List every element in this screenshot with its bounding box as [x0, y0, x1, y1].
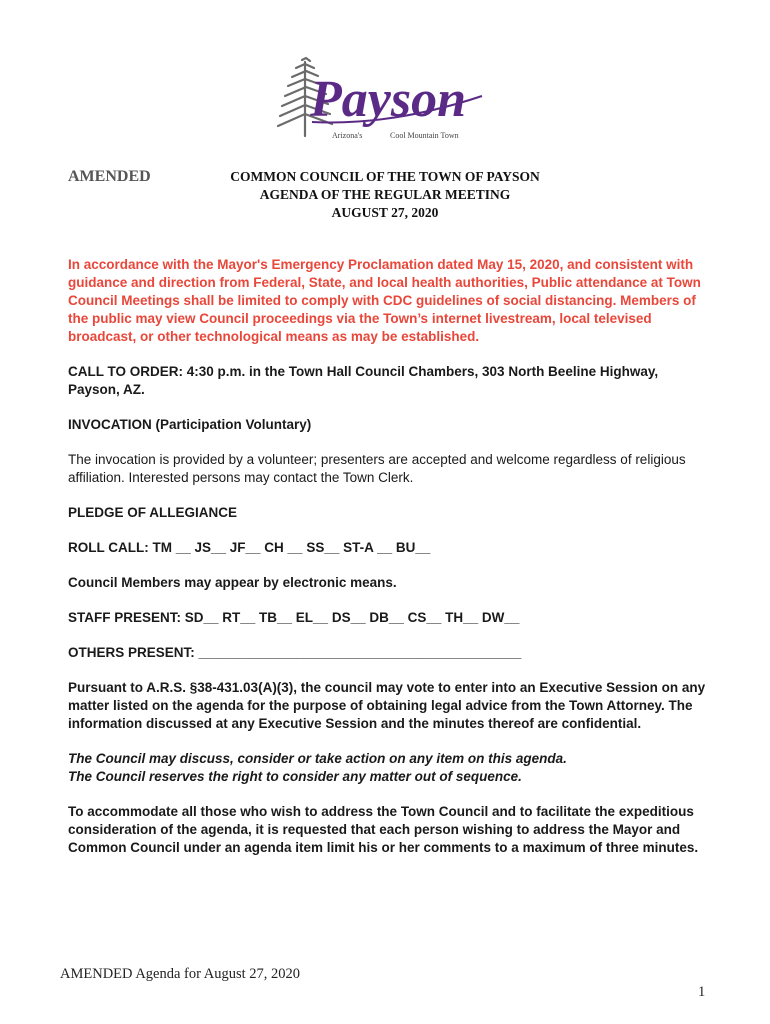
others-present: OTHERS PRESENT: ___________________________________________: [68, 645, 522, 660]
pledge-heading: PLEDGE OF ALLEGIANCE: [68, 505, 238, 520]
executive-session-notice: Pursuant to A.R.S. §38-431.03(A)(3), the council may vote to enter into an Executive Session on any matter listed on the agenda for the purpose of obtaining legal advice from the Town Attorney. The information discussed at any Executive Session and the minutes thereof are confidential.: [68, 680, 706, 731]
roll-call: ROLL CALL: TM __ JS__ JF__ CH __ SS__ ST-A __ BU__: [68, 540, 431, 555]
logo-tagline-right: Cool Mountain Town: [390, 131, 459, 140]
page-number: 1: [698, 984, 706, 1000]
agenda-body: [68, 256, 708, 874]
emergency-notice: In accordance with the Mayor's Emergency Proclamation dated May 15, 2020, and consistent with guidance and direction from Federal, State, and local health authorities, Public attendance at Town Council Meetings shall be limited to comply with CDC guidelines of social distancing. Members of the public may view Council proceedings via the Town’s internet livestream, local televised broadcast, or other technological means as may be established.: [68, 257, 701, 344]
header-line-2: AGENDA OF THE REGULAR MEETING: [259, 187, 511, 202]
footer-title: AMENDED Agenda for August 27, 2020: [60, 966, 301, 982]
discuss-line-1: The Council may discuss, consider or take action on any item on this agenda.: [68, 751, 567, 766]
amended-label: AMENDED: [68, 168, 151, 185]
header-line-3: AUGUST 27, 2020: [331, 205, 439, 220]
payson-logo: [272, 52, 502, 148]
agenda-header: [140, 168, 630, 222]
invocation-heading: INVOCATION (Participation Voluntary): [68, 417, 312, 432]
call-to-order: CALL TO ORDER: 4:30 p.m. in the Town Hall Council Chambers, 303 North Beeline Highway, Payson, AZ.: [68, 364, 659, 397]
pine-tree-icon: [272, 52, 502, 148]
invocation-text: The invocation is provided by a volunteer; presenters are accepted and welcome regardless of religious affiliation. Interested persons may contact the Town Clerk.: [68, 452, 686, 485]
discuss-line-2: The Council reserves the right to consider any matter out of sequence.: [68, 769, 522, 784]
logo-tagline-left: Arizona's: [332, 131, 363, 140]
electronic-notice: Council Members may appear by electronic means.: [68, 575, 397, 590]
accommodate-notice: To accommodate all those who wish to address the Town Council and to facilitate the expeditious consideration of the agenda, it is requested that each person wishing to address the Mayor and Common Council under an agenda item limit his or her comments to a maximum of three minutes.: [68, 804, 699, 855]
header-line-1: COMMON COUNCIL OF THE TOWN OF PAYSON: [230, 169, 540, 184]
staff-present: STAFF PRESENT: SD__ RT__ TB__ EL__ DS__ DB__ CS__ TH__ DW__: [68, 610, 520, 625]
logo-wordmark: Payson: [310, 71, 466, 128]
